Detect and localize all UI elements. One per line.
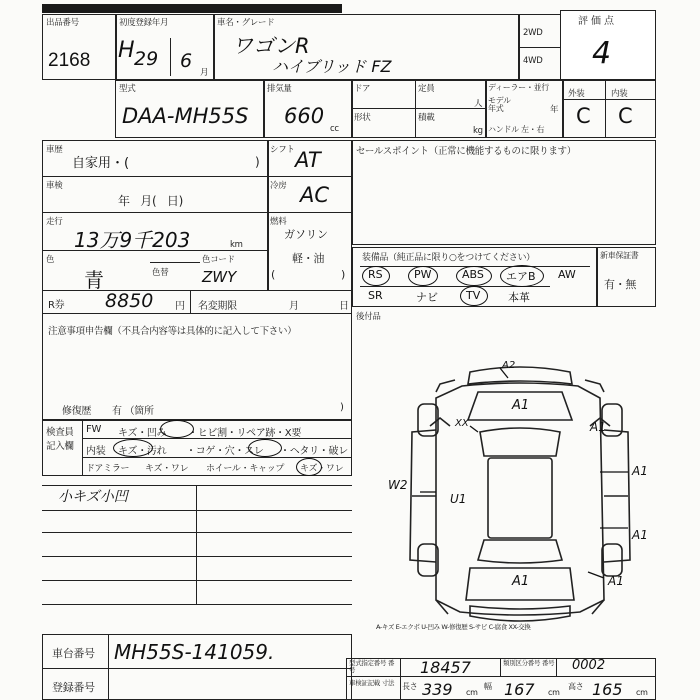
- color-code: ZWY: [202, 268, 237, 286]
- inspection-value: 年 月( 日): [118, 194, 183, 208]
- cm-unit: cm: [548, 688, 560, 697]
- month-unit: 月: [200, 68, 209, 78]
- inspector-label: 検査員記入欄: [46, 427, 74, 452]
- displacement-label: 排気量: [267, 84, 292, 94]
- width-value: 167: [504, 680, 535, 699]
- interior-damage-3: ・ヘタリ・破レ: [280, 446, 348, 457]
- equip-airbag: エアB: [506, 270, 536, 283]
- notes-label: 注意事項申告欄（不具合内容等は具体的に記入して下さい）: [48, 326, 297, 337]
- usage-close: ): [255, 155, 260, 169]
- divider: [42, 668, 352, 669]
- shift-label: シフト: [270, 145, 295, 155]
- plate-label: 登録番号: [52, 681, 95, 694]
- damage-mark: XX: [455, 418, 469, 429]
- sales-label: セールスポイント（正常に機能するものに限ります）: [356, 146, 576, 157]
- car-grade: ハイブリッド FZ: [272, 57, 392, 76]
- cm-unit: cm: [466, 688, 478, 697]
- kg-unit: kg: [473, 126, 483, 136]
- designation-label: 型式指定番号 番号: [349, 659, 395, 674]
- equip-abs: ABS: [462, 268, 484, 281]
- day-label: 日: [339, 301, 349, 312]
- chassis-label: 車台番号: [52, 647, 95, 660]
- damage-mark: A1: [512, 398, 530, 413]
- recycle-value: 8850: [105, 290, 154, 312]
- fw-damage-2: ・ヒビ割・リペア跡・X要: [188, 428, 302, 439]
- damage-mark: A1: [608, 574, 624, 588]
- reg-month: 6: [180, 50, 193, 72]
- fw-damage: キズ・凹み: [118, 428, 167, 439]
- damage-mark: A1: [632, 464, 648, 478]
- aircon-value: AC: [300, 183, 330, 207]
- door-label: ドア: [354, 84, 371, 94]
- width-label: 幅: [484, 682, 492, 691]
- interior-damage: キズ・汚れ: [118, 446, 167, 457]
- divider: [108, 634, 109, 700]
- chassis-number: MH55S-141059.: [114, 640, 275, 664]
- repair-close: ): [340, 402, 344, 413]
- capacity-label: 定員: [418, 84, 435, 94]
- hand-note: 小キズ小凹: [58, 489, 128, 505]
- mirror-cell: ドアミラー: [86, 464, 130, 474]
- equip-leather: 本革: [508, 291, 530, 304]
- equip-sr: SR: [368, 289, 383, 302]
- dealer-label: ディーラー・並行: [488, 83, 549, 92]
- handle-label: ハンドル 左・右: [488, 125, 545, 134]
- color-code-label: 色コード: [202, 255, 235, 265]
- height-value: 165: [592, 680, 623, 699]
- lot-label: 出品番号: [46, 18, 79, 28]
- damage-mark: A1: [590, 420, 606, 434]
- equip-aw: AW: [558, 268, 576, 281]
- mirror-damage: キズ・ワレ: [145, 464, 189, 474]
- equip-pw: PW: [414, 268, 432, 281]
- car-name-label: 車名・グレード: [217, 18, 275, 28]
- classification-number: 0002: [572, 658, 606, 673]
- length-label: 長さ: [402, 682, 418, 691]
- classification-label: 類別区分番号 番号: [503, 659, 555, 667]
- damage-mark: W2: [388, 478, 408, 492]
- interior-label: 内装: [611, 89, 628, 99]
- height-label: 高さ: [568, 682, 584, 691]
- equipment-label: 装備品（純正品に限り○をつけてください）: [362, 253, 535, 263]
- registration-label: 初度登録年月: [119, 18, 169, 28]
- damage-mark: A1: [512, 574, 530, 589]
- designation-number: 18457: [420, 658, 471, 677]
- equip-tv: TV: [466, 289, 481, 302]
- color-change-label: 色替: [152, 268, 169, 278]
- damage-mark: A2: [502, 360, 516, 371]
- usage-label: 車歴: [46, 145, 63, 155]
- recycle-label: R券: [48, 300, 65, 311]
- reg-era: H: [118, 38, 135, 63]
- interior-grade: C: [618, 104, 633, 128]
- drive-4wd: 4WD: [523, 56, 543, 66]
- load-label: 積載: [418, 113, 435, 123]
- exterior-grade: C: [576, 104, 591, 128]
- fuel-close: ): [341, 268, 345, 281]
- fuel-label: 燃料: [270, 217, 287, 227]
- score-value: 4: [592, 36, 612, 71]
- diagram-legend: A-キズ E-エクボ U-凹み W-修復歴 S-サビ C-腐食 XX-交換: [376, 623, 531, 631]
- shift-value: AT: [295, 148, 321, 172]
- dimension-label: 車検証記載 寸法: [349, 679, 395, 687]
- model-label: 型式: [119, 84, 136, 94]
- cc-unit: cc: [330, 124, 339, 134]
- model-year-label: モデル年式: [488, 96, 511, 113]
- mileage-value: 13万9千203: [74, 228, 191, 252]
- repair-value: 有 （箇所: [112, 406, 154, 417]
- displacement-value: 660: [284, 104, 325, 128]
- fw-cell: FW: [86, 424, 102, 435]
- name-expiry-label: 名変期限: [198, 301, 237, 312]
- divider: [400, 658, 401, 700]
- km-unit: km: [230, 240, 243, 250]
- interior-damage-2: ・コゲ・穴・スレ: [186, 446, 264, 457]
- equip-navi: ナビ: [416, 291, 438, 304]
- model-code: DAA-MH55S: [122, 104, 249, 128]
- divider: [556, 658, 557, 676]
- fuel-open: (: [271, 268, 275, 281]
- divider: [500, 658, 501, 676]
- car-name: ワゴンR: [232, 34, 310, 58]
- person-unit: 人: [474, 99, 483, 109]
- usage-value: 自家用・(: [72, 156, 130, 171]
- year-unit: 年: [550, 105, 559, 115]
- wheel-damage: キズ・ワレ: [300, 464, 344, 474]
- interior-cell: 内装: [86, 446, 106, 457]
- aircon-label: 冷房: [270, 181, 287, 191]
- color-label: 色: [46, 255, 55, 265]
- drive-2wd: 2WD: [523, 28, 543, 38]
- warranty-value: 有・無: [604, 278, 637, 291]
- score-label: 評価点: [578, 16, 617, 27]
- damage-mark: A1: [632, 528, 648, 542]
- exterior-label: 外装: [568, 89, 585, 99]
- divider: [346, 676, 656, 677]
- new-car-label: 新車保証書: [600, 251, 639, 260]
- inspection-label: 車検: [46, 181, 63, 191]
- after-label: 後付品: [356, 312, 381, 322]
- shape-label: 形状: [354, 113, 371, 123]
- equip-rs: RS: [368, 268, 383, 281]
- lot-number: 2168: [48, 50, 91, 71]
- cm-unit: cm: [636, 688, 648, 697]
- mileage-label: 走行: [46, 217, 63, 227]
- length-value: 339: [422, 680, 453, 699]
- fuel-alt: 軽・油: [292, 252, 325, 265]
- yen-unit: 円: [175, 301, 185, 312]
- reg-year: 29: [134, 48, 159, 70]
- color-value: 青: [84, 268, 104, 292]
- repair-label: 修復歴: [62, 406, 92, 417]
- month-label: 月: [289, 301, 299, 312]
- damage-mark: U1: [450, 492, 467, 506]
- wheel-cell: ホイール・キャップ: [206, 464, 285, 474]
- fuel-value: ガソリン: [284, 228, 328, 241]
